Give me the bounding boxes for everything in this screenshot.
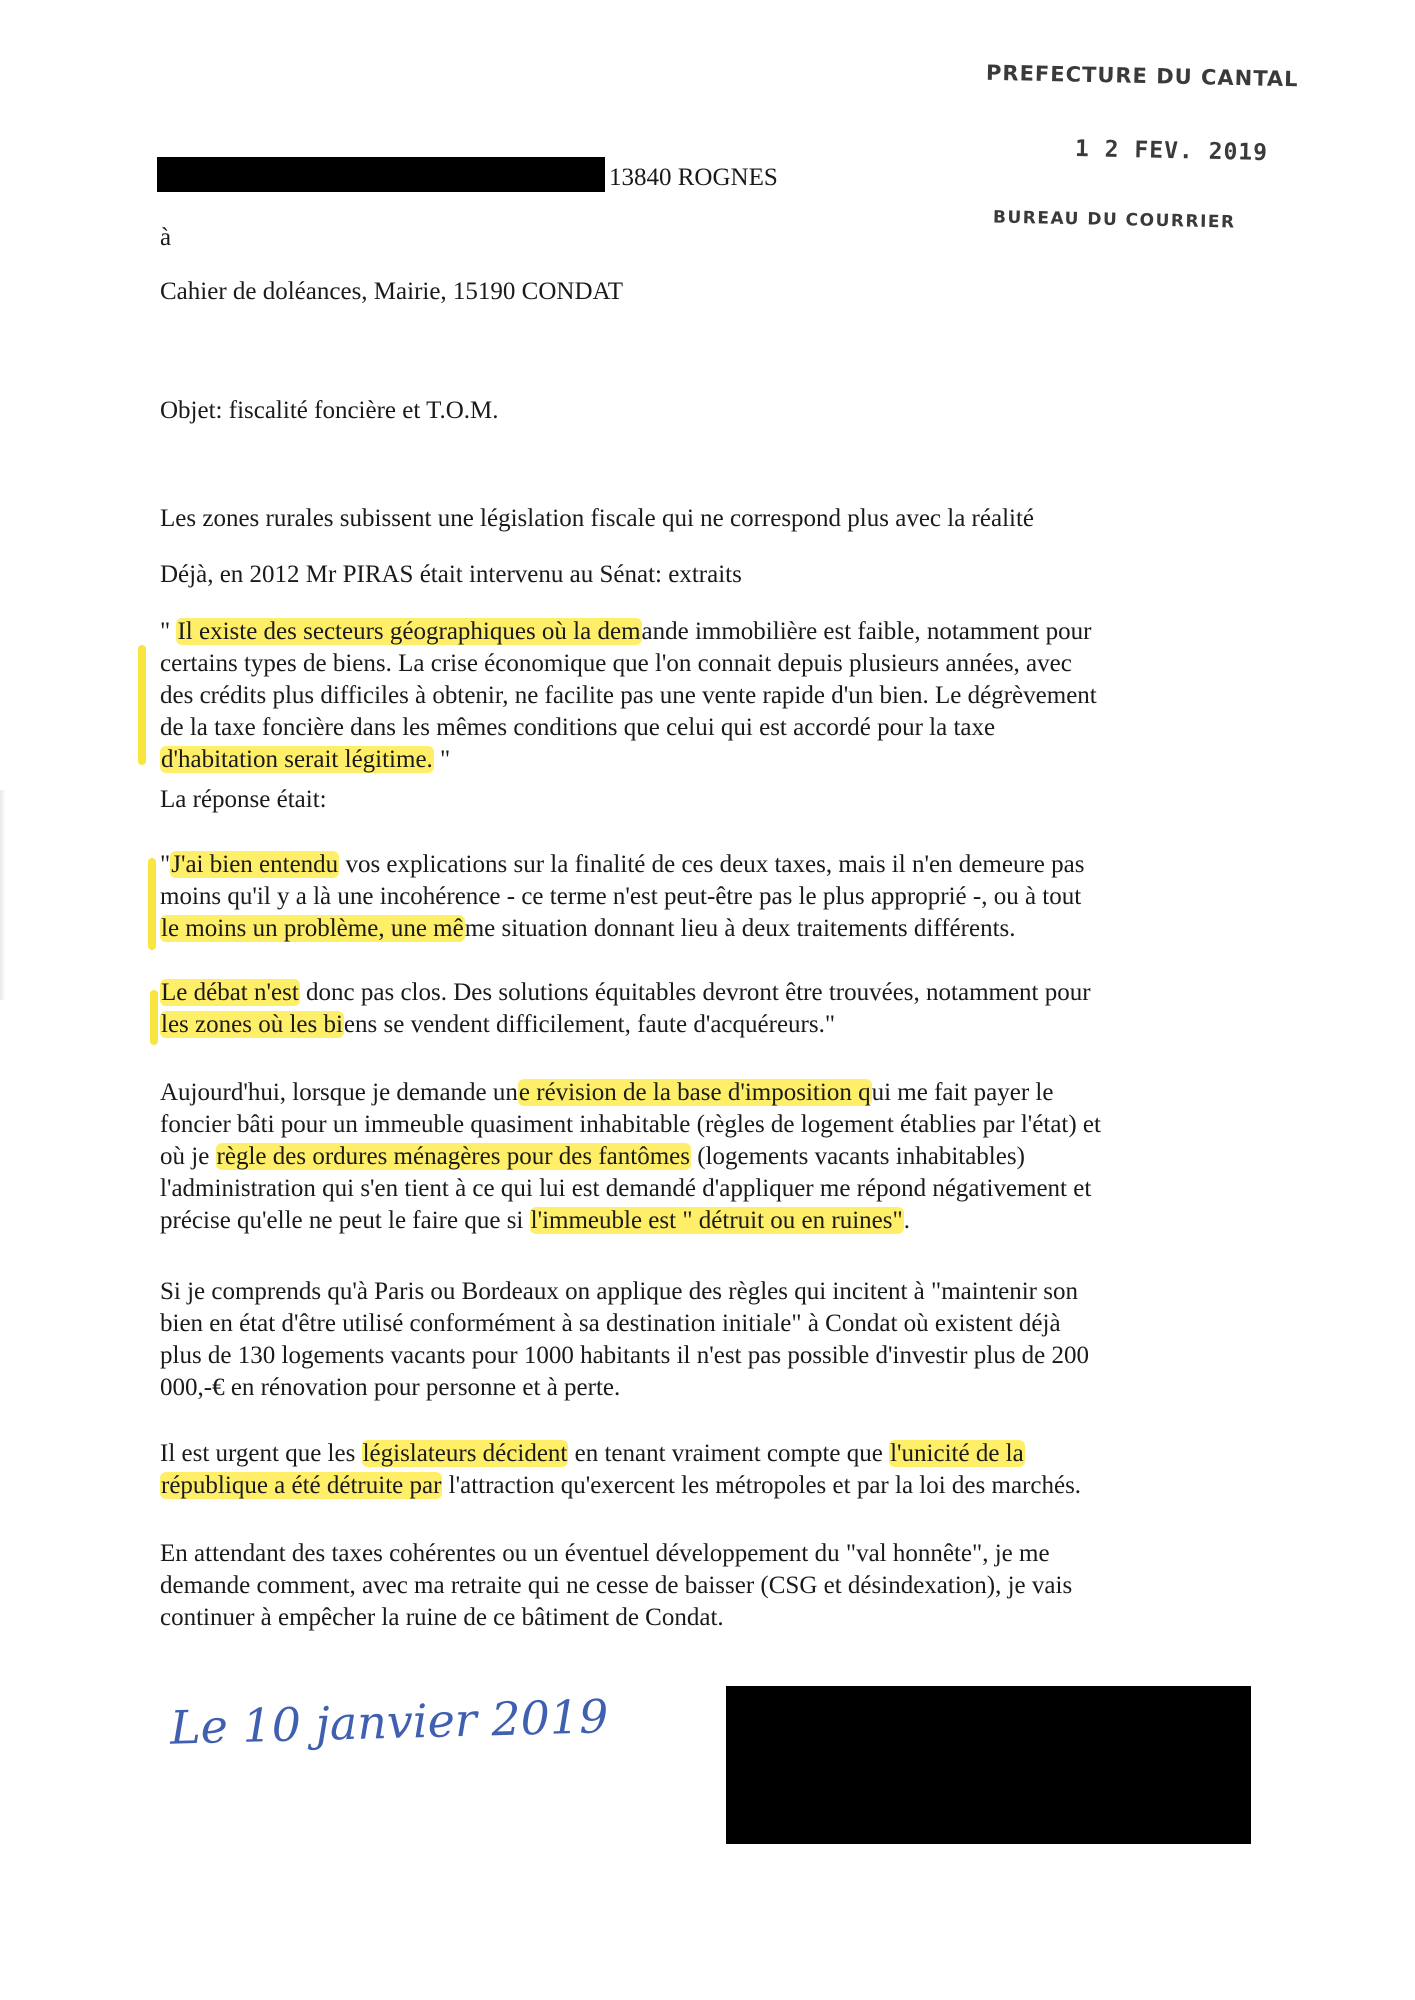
senate-quote (160, 616, 1280, 776)
body-line: bien en état d'être utilisé conformément à sa destination initiale" à Condat où existent déjà (160, 1310, 1061, 1337)
sender-address: 13840 ROGNES (609, 164, 778, 191)
paragraph-urgent (160, 1438, 1280, 1502)
highlighter-margin-mark (150, 990, 158, 1045)
prefecture-stamp-bureau: BUREAU DU COURRIER (992, 207, 1236, 233)
highlighted-text: règle des ordures ménagères pour des fantômes (216, 1143, 690, 1170)
highlighted-text: l'immeuble est " détruit ou en ruines" (530, 1207, 903, 1234)
quote-text: me situation donnant lieu à deux traitements différents. (464, 915, 1016, 942)
senate-response-conclusion (160, 977, 1280, 1041)
recipient: Cahier de doléances, Mairie, 15190 CONDAT (160, 278, 624, 305)
highlighted-text: e révision de la base d'imposition q (518, 1079, 871, 1106)
highlighted-text: le moins un problème, une mê (161, 915, 464, 942)
body-text: en tenant vraiment compte que (568, 1440, 890, 1467)
quote-text: " (433, 746, 451, 773)
body-text: (logements vacants inhabitables) (690, 1143, 1025, 1170)
handwritten-date: Le 10 janvier 2019 (169, 1689, 610, 1755)
highlighted-text: J'ai bien entendu (171, 851, 339, 878)
body-text: précise qu'elle ne peut le faire que si (160, 1207, 530, 1234)
highlighted-text: l'unicité de la (890, 1440, 1024, 1467)
senate-response-quote (160, 849, 1280, 945)
quote-line: certains types de biens. La crise économique que l'on connait depuis plusieurs années, avec (160, 650, 1072, 677)
quote-text: " (160, 851, 171, 878)
intro-line-2: Déjà, en 2012 Mr PIRAS était intervenu au Sénat: extraits (160, 561, 742, 588)
paragraph-today (160, 1077, 1280, 1237)
quote-text: " (160, 618, 177, 645)
letter-object: Objet: fiscalité foncière et T.O.M. (160, 397, 499, 424)
highlighted-text: législateurs décident (362, 1440, 568, 1467)
quote-line: des crédits plus difficiles à obtenir, ne facilite pas une vente rapide d'un bien. Le dégrèvement (160, 682, 1097, 709)
body-line: l'administration qui s'en tient à ce qui lui est demandé d'appliquer me répond négativement et (160, 1175, 1092, 1202)
quote-line: moins qu'il y a là une incohérence - ce terme n'est peut-être pas le plus approprié -, ou à tout (160, 883, 1082, 910)
prefecture-stamp-title: PREFECTURE DU CANTAL (985, 60, 1299, 92)
body-text: où je (160, 1143, 216, 1170)
body-line: En attendant des taxes cohérentes ou un éventuel développement du "val honnête", je me (160, 1540, 1050, 1567)
quote-text: ande immobilière est faible, notamment pour (641, 618, 1092, 645)
paragraph-waiting (160, 1538, 1280, 1634)
highlighter-margin-mark (138, 645, 146, 765)
redacted-sender-name (157, 157, 605, 192)
prefecture-stamp-date: 1 2 FEV. 2019 (1074, 135, 1269, 167)
scan-edge-shadow (0, 790, 6, 1000)
recipient-prefix: à (160, 224, 172, 251)
quote-text: vos explications sur la finalité de ces deux taxes, mais il n'en demeure pas (339, 851, 1085, 878)
highlighted-text: Il existe des secteurs géographiques où la dem (177, 618, 641, 645)
body-text: Aujourd'hui, lorsque je demande un (160, 1079, 518, 1106)
redacted-signature (726, 1686, 1251, 1844)
highlighter-margin-mark (148, 858, 156, 950)
body-text: l'attraction qu'exercent les métropoles et par la loi des marchés. (442, 1472, 1082, 1499)
response-label: La réponse était: (160, 786, 327, 813)
body-text: ui me fait payer le (871, 1079, 1054, 1106)
highlighted-text: république a été détruite par (161, 1472, 442, 1499)
body-line: continuer à empêcher la ruine de ce bâtiment de Condat. (160, 1604, 724, 1631)
body-line: Si je comprends qu'à Paris ou Bordeaux on applique des règles qui incitent à "maintenir son (160, 1278, 1078, 1305)
body-line: plus de 130 logements vacants pour 1000 habitants il n'est pas possible d'investir plus de 200 (160, 1342, 1090, 1369)
quote-text: donc pas clos. Des solutions équitables devront être trouvées, notamment pour (299, 979, 1091, 1006)
body-text: Il est urgent que les (160, 1440, 362, 1467)
body-text: . (903, 1207, 910, 1234)
highlighted-text: Le débat n'est (161, 979, 299, 1006)
body-line: 000,-€ en rénovation pour personne et à perte. (160, 1374, 621, 1401)
highlighted-text: les zones où les bi (161, 1011, 343, 1038)
body-line: foncier bâti pour un immeuble quasiment inhabitable (règles de logement établies par l'état) et (160, 1111, 1101, 1138)
intro-line-1: Les zones rurales subissent une législation fiscale qui ne correspond plus avec la réalité (160, 505, 1035, 532)
quote-text: ens se vendent difficilement, faute d'acquéreurs." (343, 1011, 836, 1038)
body-line: demande comment, avec ma retraite qui ne cesse de baisser (CSG et désindexation), je vais (160, 1572, 1073, 1599)
quote-line: de la taxe foncière dans les mêmes conditions que celui qui est accordé pour la taxe (160, 714, 996, 741)
highlighted-text: d'habitation serait légitime. (161, 746, 433, 773)
paragraph-paris (160, 1276, 1280, 1404)
